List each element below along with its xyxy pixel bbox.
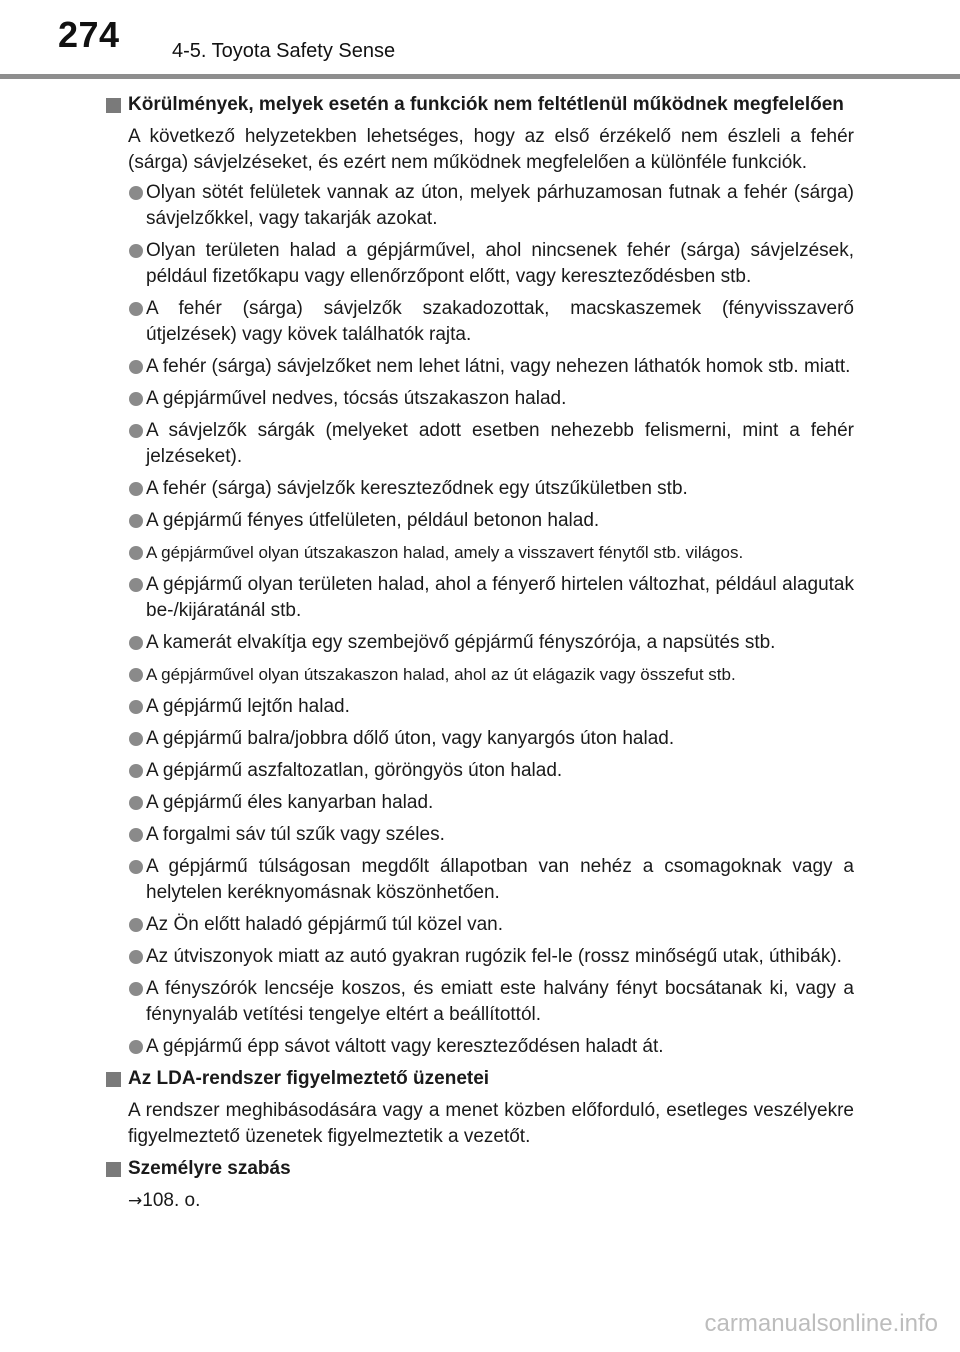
round-bullet-icon bbox=[129, 244, 143, 258]
list-item bbox=[106, 912, 854, 938]
list-item bbox=[106, 726, 854, 752]
list-item bbox=[106, 630, 854, 656]
round-bullet-icon bbox=[129, 546, 143, 560]
round-bullet-icon bbox=[129, 636, 143, 650]
page-content bbox=[106, 92, 854, 1214]
list-item bbox=[106, 508, 854, 534]
round-bullet-icon bbox=[129, 700, 143, 714]
list-item bbox=[106, 976, 854, 1028]
section-text: A rendszer meghibásodására vagy a menet közben előforduló, esetleges veszélyekre figyelmeztető üzenetek figyelmeztetik a vezetőt. bbox=[128, 1100, 854, 1147]
round-bullet-icon bbox=[129, 732, 143, 746]
list-item-text: A fehér (sárga) sávjelzőket nem lehet látni, vagy nehezen láthatók homok stb. miatt. bbox=[146, 356, 851, 377]
list-item bbox=[106, 418, 854, 470]
list-item-text: Olyan sötét felületek vannak az úton, melyek párhuzamosan futnak a fehér (sárga) sávjelzőkkel, vagy takarják azokat. bbox=[146, 182, 854, 229]
list-item-text: A gépjármű éles kanyarban halad. bbox=[146, 792, 434, 813]
list-item-text: A sávjelzők sárgák (melyeket adott esetben nehezebb felismerni, mint a fehér jelzéseket). bbox=[146, 420, 854, 467]
section-intro: A következő helyzetekben lehetséges, hogy az első érzékelő nem észleli a fehér (sárga) sávjelzéseket, és ezért nem működnek megfelelően a különféle funkciók. bbox=[128, 126, 854, 173]
round-bullet-icon bbox=[129, 828, 143, 842]
section-heading-customization bbox=[106, 1156, 854, 1182]
list-item bbox=[106, 822, 854, 848]
list-item-text: Az útviszonyok miatt az autó gyakran rugózik fel-le (rossz minőségű utak, úthibák). bbox=[146, 946, 842, 967]
watermark: carmanualsonline.info bbox=[704, 1310, 938, 1337]
section-heading-lda-warnings bbox=[106, 1066, 854, 1092]
list-item bbox=[106, 662, 854, 688]
round-bullet-icon bbox=[129, 796, 143, 810]
list-item bbox=[106, 476, 854, 502]
list-item-text: A gépjárművel nedves, tócsás útszakaszon halad. bbox=[146, 388, 567, 409]
list-item bbox=[106, 854, 854, 906]
list-item bbox=[106, 540, 854, 566]
list-item bbox=[106, 790, 854, 816]
round-bullet-icon bbox=[129, 1040, 143, 1054]
list-item-text: A fehér (sárga) sávjelzők kereszteződnek egy útszűkületben stb. bbox=[146, 478, 688, 499]
list-item-text: A gépjármű olyan területen halad, ahol a fényerő hirtelen változhat, például alagutak be-/kijáratánál stb. bbox=[146, 574, 854, 621]
section-heading-text: Az LDA-rendszer figyelmeztető üzenetei bbox=[128, 1068, 490, 1089]
header-rule bbox=[0, 74, 960, 79]
round-bullet-icon bbox=[129, 764, 143, 778]
list-item-text: Az Ön előtt haladó gépjármű túl közel van. bbox=[146, 914, 503, 935]
round-bullet-icon bbox=[129, 918, 143, 932]
condition-list bbox=[106, 180, 854, 1060]
list-item-text: A kamerát elvakítja egy szembejövő gépjármű fényszórója, a napsütés stb. bbox=[146, 632, 776, 653]
round-bullet-icon bbox=[129, 186, 143, 200]
round-bullet-icon bbox=[129, 482, 143, 496]
round-bullet-icon bbox=[129, 514, 143, 528]
arrow-right-icon: → bbox=[128, 1191, 143, 1211]
list-item-text: A gépjármű túlságosan megdőlt állapotban van nehéz a csomagoknak vagy a helytelen keréknyomásnak köszönhetően. bbox=[146, 856, 854, 903]
round-bullet-icon bbox=[129, 950, 143, 964]
list-item-text: A gépjárművel olyan útszakaszon halad, ahol az út elágazik vagy összefut stb. bbox=[146, 665, 736, 684]
list-item-text: Olyan területen halad a gépjárművel, ahol nincsenek fehér (sárga) sávjelzések, például fizetőkapu vagy ellenőrzőpont előtt, vagy kereszteződésben stb. bbox=[146, 240, 854, 287]
round-bullet-icon bbox=[129, 578, 143, 592]
page-header bbox=[0, 0, 960, 80]
round-bullet-icon bbox=[129, 392, 143, 406]
list-item bbox=[106, 694, 854, 720]
list-item-text: A gépjármű aszfaltozatlan, göröngyös úton halad. bbox=[146, 760, 563, 781]
square-bullet-icon bbox=[106, 1072, 121, 1087]
page-reference bbox=[106, 1188, 854, 1214]
round-bullet-icon bbox=[129, 860, 143, 874]
list-item-text: A fényszórók lencséje koszos, és emiatt este halvány fényt bocsátanak ki, vagy a fénynyaláb vetítési tengelye eltért a beállítottól. bbox=[146, 978, 854, 1025]
list-item bbox=[106, 354, 854, 380]
section-title: 4-5. Toyota Safety Sense bbox=[172, 40, 396, 62]
section-heading-conditions bbox=[106, 92, 854, 118]
section-heading-text: Körülmények, melyek esetén a funkciók nem feltétlenül működnek megfelelően bbox=[128, 94, 844, 115]
list-item bbox=[106, 296, 854, 348]
page-reference-link[interactable]: 108. o. bbox=[142, 1190, 201, 1211]
list-item bbox=[106, 386, 854, 412]
list-item-text: A gépjármű lejtőn halad. bbox=[146, 696, 350, 717]
round-bullet-icon bbox=[129, 668, 143, 682]
list-item-text: A gépjármű épp sávot váltott vagy kereszteződésen haladt át. bbox=[146, 1036, 664, 1057]
list-item bbox=[106, 238, 854, 290]
round-bullet-icon bbox=[129, 302, 143, 316]
list-item-text: A fehér (sárga) sávjelzők szakadozottak, macskaszemek (fényvisszaverő útjelzések) vagy kövek találhatók rajta. bbox=[146, 298, 854, 345]
round-bullet-icon bbox=[129, 360, 143, 374]
list-item-text: A gépjárművel olyan útszakaszon halad, amely a visszavert fénytől stb. világos. bbox=[146, 543, 744, 562]
list-item-text: A forgalmi sáv túl szűk vagy széles. bbox=[146, 824, 445, 845]
round-bullet-icon bbox=[129, 424, 143, 438]
round-bullet-icon bbox=[129, 982, 143, 996]
list-item bbox=[106, 1034, 854, 1060]
section-heading-text: Személyre szabás bbox=[128, 1158, 291, 1179]
square-bullet-icon bbox=[106, 1162, 121, 1177]
list-item bbox=[106, 180, 854, 232]
list-item-text: A gépjármű fényes útfelületen, például betonon halad. bbox=[146, 510, 600, 531]
page-number: 274 bbox=[58, 14, 120, 55]
list-item bbox=[106, 758, 854, 784]
square-bullet-icon bbox=[106, 98, 121, 113]
list-item bbox=[106, 944, 854, 970]
list-item-text: A gépjármű balra/jobbra dőlő úton, vagy kanyargós úton halad. bbox=[146, 728, 675, 749]
list-item bbox=[106, 572, 854, 624]
